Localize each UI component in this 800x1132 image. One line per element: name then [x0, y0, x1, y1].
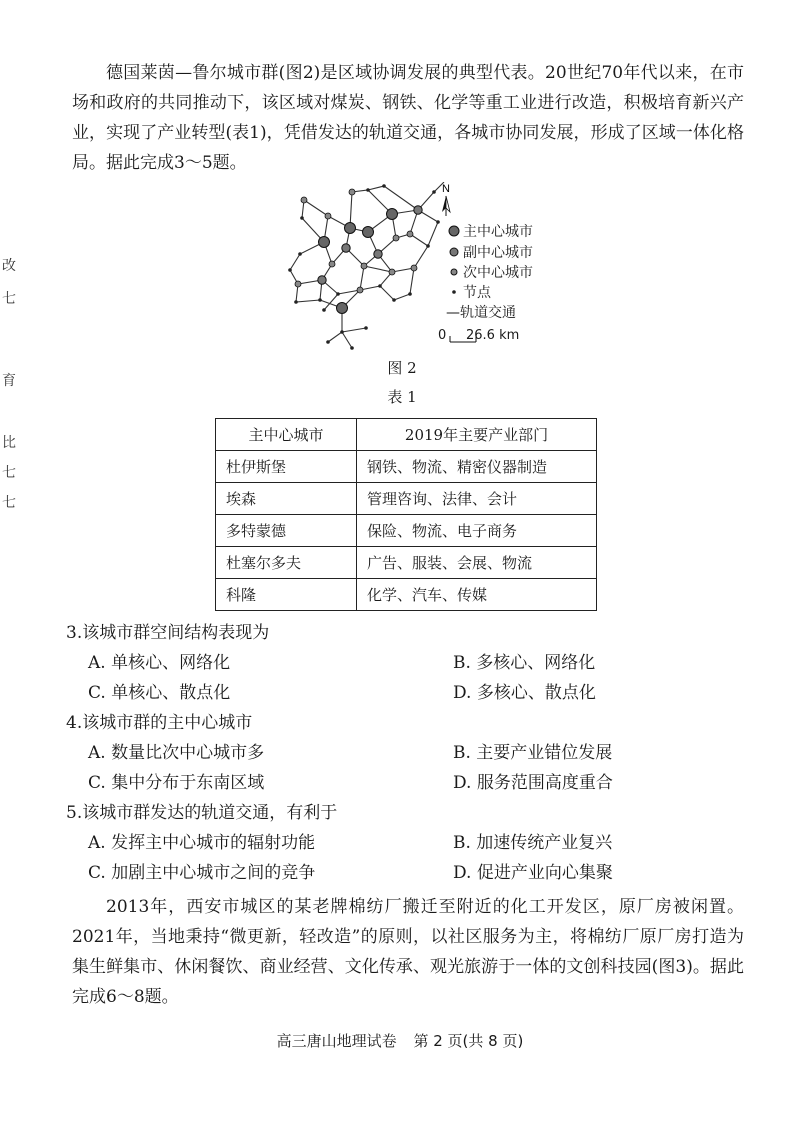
scale-label: 26.6 km [466, 328, 520, 343]
table-cell-industry: 管理咨询、法律、会计 [357, 483, 597, 515]
north-label: N [442, 183, 450, 195]
question-3-option-a[interactable]: A. 单核心、网络化 [88, 653, 231, 673]
figure-2-caption: 图 2 [387, 359, 417, 377]
table-cell-city: 科隆 [216, 579, 357, 611]
legend-main-label: 主中心城市 [463, 224, 533, 240]
legend-sub-icon [450, 248, 458, 256]
page-footer [0, 1030, 800, 1051]
figure-2-map [268, 182, 558, 350]
legend-node-icon [452, 290, 456, 294]
outro-paragraph [72, 892, 744, 1012]
table-cell-industry: 广告、服装、会展、物流 [357, 547, 597, 579]
scale-zero: 0 [438, 328, 447, 343]
table-row [216, 451, 597, 483]
table-header-city: 主中心城市 [216, 419, 357, 451]
legend-minor-label: 次中心城市 [463, 265, 533, 281]
question-3-stem: 3.该城市群空间结构表现为 [66, 623, 270, 643]
legend-minor-icon [451, 269, 457, 275]
table-cell-industry: 保险、物流、电子商务 [357, 515, 597, 547]
table-header-industry: 2019年主要产业部门 [357, 419, 597, 451]
margin-char: 七 [2, 291, 16, 307]
margin-char: 七 [2, 465, 16, 481]
table-cell-city: 杜伊斯堡 [216, 451, 357, 483]
north-arrow-icon [442, 183, 450, 216]
margin-char: 比 [2, 435, 16, 451]
intro-paragraph [72, 58, 744, 178]
margin-char: 七 [2, 495, 16, 511]
table-1-caption: 表 1 [387, 388, 417, 406]
minor-cities [295, 189, 417, 293]
margin-char: 育 [2, 373, 16, 389]
legend-main-icon [449, 226, 459, 236]
question-4-option-d[interactable]: D. 服务范围高度重合 [453, 773, 613, 793]
question-4-option-a[interactable]: A. 数量比次中心城市多 [88, 743, 265, 763]
table-row [216, 579, 597, 611]
legend-sub-label: 副中心城市 [463, 245, 533, 261]
table-header-row [216, 419, 597, 451]
question-5-option-d[interactable]: D. 促进产业向心集聚 [453, 863, 613, 883]
table-1 [215, 418, 597, 611]
question-3-option-b[interactable]: B. 多核心、网络化 [453, 653, 596, 673]
intro-text: 德国莱茵—鲁尔城市群(图2)是区域协调发展的典型代表。20世纪70年代以来，在市场和政府的共同推动下，该区域对煤炭、钢铁、化学等重工业进行改造，积极培育新兴产业，实现了产业转型(表1)，凭借发达的轨道交通，各城市协同发展，形成了区域一体化格局。据此完成3～5题。 [72, 63, 744, 173]
question-3-option-c[interactable]: C. 单核心、散点化 [88, 683, 231, 703]
table-cell-city: 杜塞尔多夫 [216, 547, 357, 579]
table-row [216, 515, 597, 547]
margin-char: 改 [2, 258, 16, 274]
question-4-stem: 4.该城市群的主中心城市 [66, 713, 253, 733]
table-cell-industry: 化学、汽车、传媒 [357, 579, 597, 611]
question-5-option-b[interactable]: B. 加速传统产业复兴 [453, 833, 613, 853]
question-5-stem: 5.该城市群发达的轨道交通，有利于 [66, 803, 338, 823]
table-row [216, 483, 597, 515]
table-cell-city: 埃森 [216, 483, 357, 515]
question-5-option-c[interactable]: C. 加剧主中心城市之间的竞争 [88, 863, 316, 883]
question-3-option-d[interactable]: D. 多核心、散点化 [453, 683, 596, 703]
rail-network-map [268, 182, 558, 350]
legend-node-label: 节点 [463, 285, 491, 301]
outro-text: 2013年，西安市城区的某老牌棉纺厂搬迁至附近的化工开发区，原厂房被闲置。2021年，当地秉持“微更新，轻改造”的原则，以社区服务为主，将棉纺厂原厂房打造为集生鲜集市、休闲餐饮、商业经营、文化传承、观光旅游于一体的文创科技园(图3)。据此完成6～8题。 [72, 897, 744, 1007]
sub-cities [318, 206, 422, 284]
legend-rail-label: —轨道交通 [446, 305, 516, 321]
map-legend [438, 223, 533, 343]
footer-title: 高三唐山地理试卷 [276, 1032, 397, 1050]
table-row [216, 547, 597, 579]
footer-page-number: 第 2 页(共 8 页) [413, 1032, 524, 1050]
question-4-option-c[interactable]: C. 集中分布于东南区域 [88, 773, 265, 793]
table-cell-industry: 钢铁、物流、精密仪器制造 [357, 451, 597, 483]
question-4-option-b[interactable]: B. 主要产业错位发展 [453, 743, 613, 763]
question-5-option-a[interactable]: A. 发挥主中心城市的辐射功能 [88, 833, 316, 853]
table-cell-city: 多特蒙德 [216, 515, 357, 547]
